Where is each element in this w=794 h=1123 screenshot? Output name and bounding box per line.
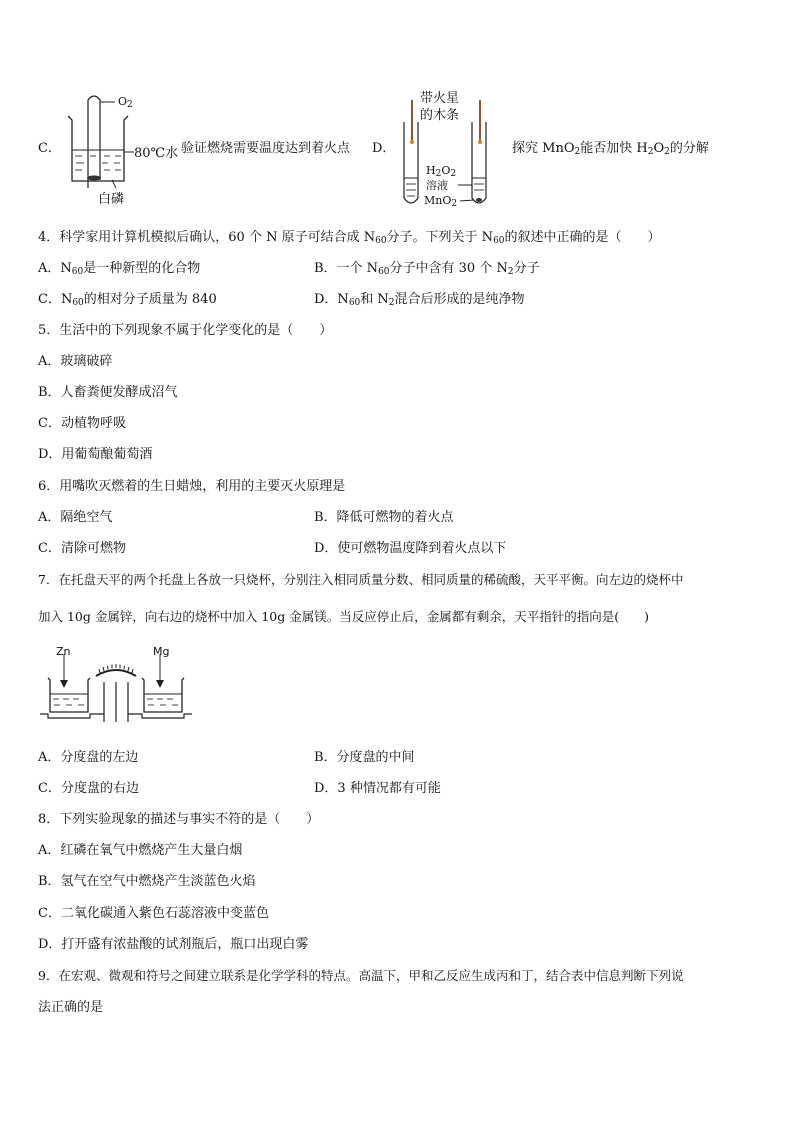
q9-stem-line1: 9．在宏观、微观和符号之间建立联系是化学学科的特点。高温下，甲和乙反应生成丙和丁，结合表中信息判断下列说 bbox=[38, 968, 684, 983]
fig-label-zn: Zn bbox=[56, 645, 71, 658]
q4-option-d[interactable]: D．$N_{60}$和 $N_2$混合后形成的是纯净物 bbox=[314, 292, 525, 308]
q8-option-d[interactable]: D．打开盛有浓盐酸的试剂瓶后，瓶口出现白雾 bbox=[38, 937, 309, 952]
q3-option-c-letter: C． bbox=[38, 141, 61, 156]
q8-option-b[interactable]: B．氢气在空气中燃烧产生淡蓝色火焰 bbox=[38, 874, 256, 889]
q7-stem-line1: 7．在托盘天平的两个托盘上各放一只烧杯，分别注入相同质量分数、相同质量的稀硫酸，天平平衡。向左边的烧杯中 bbox=[38, 572, 684, 587]
fig-label-o2: $O_2$ bbox=[118, 95, 133, 110]
q5-option-d[interactable]: D．用葡萄酿葡萄酒 bbox=[38, 447, 153, 462]
q6-option-b[interactable]: B．降低可燃物的着火点 bbox=[314, 510, 454, 525]
q8-option-a[interactable]: A．红磷在氧气中燃烧产生大量白烟 bbox=[38, 843, 243, 858]
q6-stem: 6．用嘴吹灭燃着的生日蜡烛，利用的主要灭火原理是 bbox=[38, 479, 346, 494]
q7-stem-line2: 加入 10g 金属锌，向右边的烧杯中加入 10g 金属镁。当反应停止后，金属都有剩余，天平指针的指向是( ) bbox=[38, 609, 649, 624]
q5-option-b[interactable]: B．人畜粪便发酵成沼气 bbox=[38, 385, 178, 400]
fig-label-glowing-stick: 带火星 bbox=[420, 91, 460, 106]
q4-option-b[interactable]: B．一个 $N_{60}$分子中含有 30 个 $N_2$分子 bbox=[314, 261, 540, 277]
q3-option-d-letter: D． bbox=[372, 141, 396, 156]
fig-label-solution: 溶液 bbox=[426, 179, 448, 192]
q9-stem-line2: 法正确的是 bbox=[38, 1000, 104, 1015]
q7-option-d[interactable]: D．3 种情况都有可能 bbox=[314, 781, 441, 796]
q6-option-a[interactable]: A．隔绝空气 bbox=[38, 510, 113, 525]
q8-stem: 8．下列实验现象的描述与事实不符的是（ ） bbox=[38, 812, 320, 827]
q5-option-a[interactable]: A．玻璃破碎 bbox=[38, 354, 113, 369]
fig-label-h2o2: $H_2O_2$ bbox=[426, 164, 457, 179]
q4-stem: 4．科学家用计算机模拟后确认，60 个 N 原子可结合成 $N_{60}$分子。下列关于 $N_{60}$的叙述中正确的是（ ） bbox=[38, 230, 661, 246]
fig-label-mno2: MnO$_2$ bbox=[424, 194, 458, 209]
q7-option-b[interactable]: B．分度盘的中间 bbox=[314, 750, 415, 765]
fig-label-water: 80℃水 bbox=[134, 146, 179, 161]
q7-option-a[interactable]: A．分度盘的左边 bbox=[38, 750, 139, 765]
q5-stem: 5．生活中的下列现象不属于化学变化的是（ ） bbox=[38, 323, 333, 338]
q3-option-d-text: 探究 MnO$_2$能否加快 $H_2O_2$的分解 bbox=[512, 141, 709, 157]
q4-option-c[interactable]: C．$N_{60}$的相对分子质量为 840 bbox=[38, 292, 217, 308]
q5-option-c[interactable]: C．动植物呼吸 bbox=[38, 416, 126, 431]
fig-label-phosphorus: 白磷 bbox=[98, 192, 125, 207]
fig-label-mg: Mg bbox=[153, 645, 170, 658]
q6-option-c[interactable]: C．清除可燃物 bbox=[38, 541, 126, 556]
q7-option-c[interactable]: C．分度盘的右边 bbox=[38, 781, 139, 796]
q6-option-d[interactable]: D．使可燃物温度降到着火点以下 bbox=[314, 541, 507, 556]
q4-option-a[interactable]: A．$N_{60}$是一种新型的化合物 bbox=[38, 261, 201, 277]
fig-label-glowing-stick-2: 的木条 bbox=[420, 108, 460, 123]
q3-option-c-text: 验证燃烧需要温度达到着火点 bbox=[181, 141, 351, 156]
q8-option-c[interactable]: C．二氧化碳通入紫色石蕊溶液中变蓝色 bbox=[38, 906, 269, 921]
